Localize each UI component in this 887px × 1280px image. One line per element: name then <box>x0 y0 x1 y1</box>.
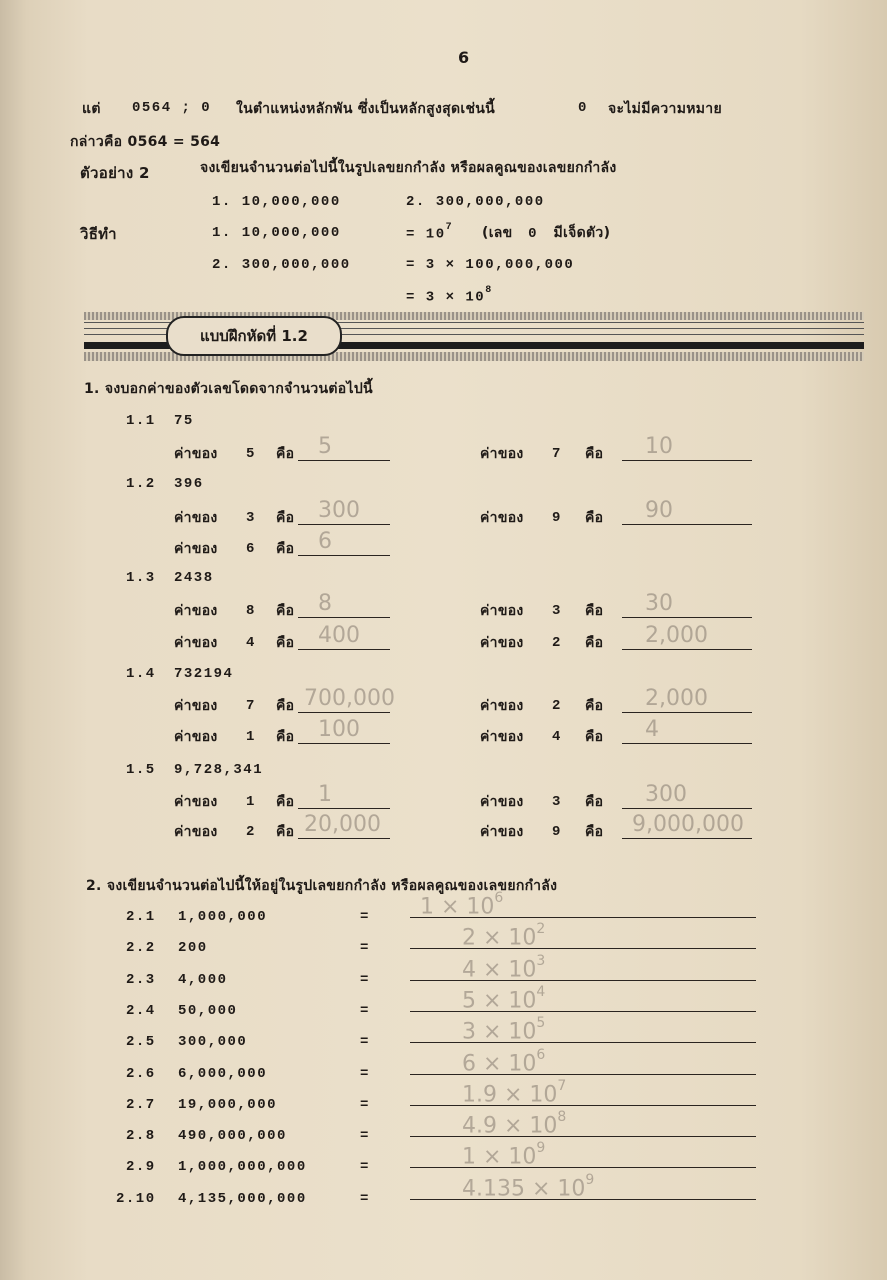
value-of-label: ค่าของ <box>480 698 524 714</box>
handwritten-answer: $4.9 \times 10^8$ <box>462 1109 567 1139</box>
handwritten-answer: 100 <box>318 717 360 742</box>
value-of-label: ค่าของ <box>480 510 524 526</box>
handwritten-answer: 9,000,000 <box>632 812 744 837</box>
value-of-label: ค่าของ <box>174 446 218 462</box>
value-of-label: ค่าของ <box>480 729 524 745</box>
q2-item-value: 1,000,000 <box>178 909 268 925</box>
q1-heading: 1. จงบอกค่าของตัวเลขโดดจากจำนวนต่อไปนี้ <box>84 381 373 397</box>
intro-line-2: กล่าวคือ 0564 = 564 <box>70 134 221 150</box>
q2-item-value: 4,135,000,000 <box>178 1190 307 1207</box>
q1-item-number: 1.4 <box>126 666 156 682</box>
digit: 9 <box>552 510 562 526</box>
q2-item-number: 2.5 <box>126 1034 156 1051</box>
value-of-label: ค่าของ <box>480 635 524 651</box>
value-of-label: ค่าของ <box>174 541 218 557</box>
is-label: คือ <box>276 824 295 840</box>
answer-line <box>298 555 390 556</box>
q2-item-number: 2.10 <box>116 1190 156 1207</box>
q2-item-value: 490,000,000 <box>178 1128 287 1145</box>
is-label: คือ <box>585 729 604 745</box>
answer-line <box>622 460 752 461</box>
answer-line <box>622 649 752 650</box>
equals-sign: = <box>360 1002 370 1019</box>
is-label: คือ <box>276 729 295 745</box>
handwritten-answer: 6 <box>318 529 332 554</box>
value-of-label: ค่าของ <box>480 824 524 840</box>
q1-item-value: 9,728,341 <box>174 762 264 778</box>
q2-item-value: 1,000,000,000 <box>178 1159 307 1176</box>
solution-3-eq: = $3 \times 10^8$ <box>406 285 493 306</box>
value-of-label: ค่าของ <box>174 698 218 714</box>
intro-number: 0564 ; 0 <box>132 100 212 116</box>
answer-line <box>298 743 390 744</box>
handwritten-answer: $4.135 \times 10^9$ <box>462 1171 595 1202</box>
equals-sign: = <box>360 1128 370 1145</box>
q2-item-value: 6,000,000 <box>178 1065 268 1082</box>
is-label: คือ <box>585 794 604 810</box>
handwritten-answer: $1 \times 10^9$ <box>462 1140 546 1170</box>
digit: 6 <box>246 541 256 557</box>
solution-2-eq: = 3 × 100,000,000 <box>406 257 575 273</box>
answer-line <box>622 743 752 744</box>
example-instruction: จงเขียนจำนวนต่อไปนี้ในรูปเลขยกกำลัง หรือผลคูณของเลขยกกำลัง <box>200 160 617 176</box>
handwritten-answer: 30 <box>645 591 673 616</box>
is-label: คือ <box>276 446 295 462</box>
example-label: ตัวอย่าง 2 <box>80 164 150 182</box>
page-number: 6 <box>458 48 470 67</box>
digit: 3 <box>552 794 562 810</box>
answer-line <box>622 617 752 618</box>
intro-text: ในตำแหน่งหลักพัน ซึ่งเป็นหลักสูงสุดเช่นนี้ <box>236 101 495 117</box>
answer-line <box>622 524 752 525</box>
answer-line <box>622 808 752 809</box>
q2-item-value: 4,000 <box>178 971 228 988</box>
digit: 4 <box>246 635 256 651</box>
q1-item-value: 75 <box>174 413 194 429</box>
is-label: คือ <box>585 510 604 526</box>
answer-line <box>298 808 390 809</box>
solution-1-left: 1. 10,000,000 <box>212 225 341 241</box>
handwritten-answer: 300 <box>645 782 687 807</box>
q2-item-value: 50,000 <box>178 1002 238 1019</box>
answer-line <box>298 649 390 650</box>
value-of-label: ค่าของ <box>174 794 218 810</box>
solution-1-eq: = $10^7$ <box>406 222 454 243</box>
is-label: คือ <box>276 794 295 810</box>
q2-item-value: 300,000 <box>178 1034 248 1051</box>
handwritten-answer: $3 \times 10^5$ <box>462 1015 546 1045</box>
intro-zero: 0 <box>578 100 588 116</box>
q2-item-number: 2.8 <box>126 1128 156 1145</box>
handwritten-answer: 2,000 <box>645 686 708 711</box>
handwritten-answer: 4 <box>645 717 659 742</box>
digit: 2 <box>552 698 562 714</box>
equals-sign: = <box>360 1034 370 1051</box>
q2-heading: 2. จงเขียนจำนวนต่อไปนี้ให้อยู่ในรูปเลขยกกำลัง หรือผลคูณของเลขยกกำลัง <box>86 878 558 894</box>
q1-item-value: 2438 <box>174 570 214 586</box>
q1-item-value: 396 <box>174 476 204 492</box>
q1-item-number: 1.3 <box>126 570 156 586</box>
answer-line <box>298 524 390 525</box>
handwritten-answer: $6 \times 10^6$ <box>462 1046 546 1076</box>
q1-item-number: 1.1 <box>126 413 156 429</box>
q2-item-number: 2.2 <box>126 940 156 957</box>
handwritten-answer: 90 <box>645 498 673 523</box>
method-label: วิธีทำ <box>80 225 117 243</box>
digit: 8 <box>246 603 256 619</box>
example-question-2: 2. 300,000,000 <box>406 194 545 210</box>
is-label: คือ <box>276 603 295 619</box>
equals-sign: = <box>360 1065 370 1082</box>
value-of-label: ค่าของ <box>480 794 524 810</box>
digit: 9 <box>552 824 562 840</box>
q2-item-number: 2.9 <box>126 1159 156 1176</box>
value-of-label: ค่าของ <box>480 603 524 619</box>
handwritten-answer: 5 <box>318 434 332 459</box>
handwritten-answer: 20,000 <box>304 812 381 837</box>
handwritten-answer: $4 \times 10^3$ <box>462 952 546 982</box>
equals-sign: = <box>360 1096 370 1113</box>
value-of-label: ค่าของ <box>480 446 524 462</box>
value-of-label: ค่าของ <box>174 729 218 745</box>
q2-item-number: 2.3 <box>126 971 156 988</box>
handwritten-answer: $1 \times 10^6$ <box>420 890 504 920</box>
digit: 5 <box>246 446 256 462</box>
is-label: คือ <box>585 635 604 651</box>
answer-line <box>298 617 390 618</box>
equals-sign: = <box>360 940 370 957</box>
q2-item-number: 2.4 <box>126 1002 156 1019</box>
handwritten-answer: $2 \times 10^2$ <box>462 921 546 951</box>
equals-sign: = <box>360 909 370 925</box>
answer-line <box>622 712 752 713</box>
is-label: คือ <box>585 446 604 462</box>
digit: 2 <box>552 635 562 651</box>
value-of-label: ค่าของ <box>174 603 218 619</box>
equals-sign: = <box>360 1190 370 1207</box>
value-of-label: ค่าของ <box>174 635 218 651</box>
handwritten-answer: 8 <box>318 591 332 616</box>
q1-item-number: 1.2 <box>126 476 156 492</box>
handwritten-answer: 10 <box>645 434 673 459</box>
equals-sign: = <box>360 1159 370 1176</box>
digit: 3 <box>552 603 562 619</box>
digit: 7 <box>552 446 562 462</box>
example-question-1: 1. 10,000,000 <box>212 194 341 210</box>
exercise-banner <box>84 312 864 362</box>
handwritten-answer: $1.9 \times 10^7$ <box>462 1077 567 1108</box>
handwritten-answer: 1 <box>318 782 332 807</box>
q2-item-number: 2.1 <box>126 909 156 925</box>
value-of-label: ค่าของ <box>174 510 218 526</box>
q2-item-value: 200 <box>178 940 208 957</box>
handwritten-answer: 300 <box>318 498 360 523</box>
q2-item-value: 19,000,000 <box>178 1096 278 1113</box>
digit: 7 <box>246 698 256 714</box>
is-label: คือ <box>276 541 295 557</box>
q1-item-value: 732194 <box>174 666 234 682</box>
handwritten-answer: 2,000 <box>645 623 708 648</box>
digit: 2 <box>246 824 256 840</box>
digit: 1 <box>246 794 256 810</box>
handwritten-answer: $5 \times 10^4$ <box>462 983 546 1014</box>
answer-line <box>298 712 390 713</box>
answer-line <box>298 838 390 839</box>
handwritten-answer: 400 <box>318 623 360 648</box>
is-label: คือ <box>585 698 604 714</box>
digit: 3 <box>246 510 256 526</box>
exercise-title: แบบฝึกหัดที่ 1.2 <box>166 316 342 356</box>
q1-item-number: 1.5 <box>126 762 156 778</box>
q2-item-number: 2.6 <box>126 1065 156 1082</box>
intro-word: แต่ <box>82 101 101 117</box>
digit: 4 <box>552 729 562 745</box>
intro-text-end: จะไม่มีความหมาย <box>608 101 722 117</box>
handwritten-answer: 700,000 <box>304 686 395 711</box>
is-label: คือ <box>276 510 295 526</box>
solution-1-note: (เลข 0 มีเจ็ดตัว) <box>482 225 611 242</box>
is-label: คือ <box>276 698 295 714</box>
equals-sign: = <box>360 971 370 988</box>
answer-line <box>298 460 390 461</box>
is-label: คือ <box>585 824 604 840</box>
answer-line <box>622 838 752 839</box>
digit: 1 <box>246 729 256 745</box>
is-label: คือ <box>585 603 604 619</box>
q2-item-number: 2.7 <box>126 1096 156 1113</box>
value-of-label: ค่าของ <box>174 824 218 840</box>
solution-2-left: 2. 300,000,000 <box>212 257 351 273</box>
is-label: คือ <box>276 635 295 651</box>
